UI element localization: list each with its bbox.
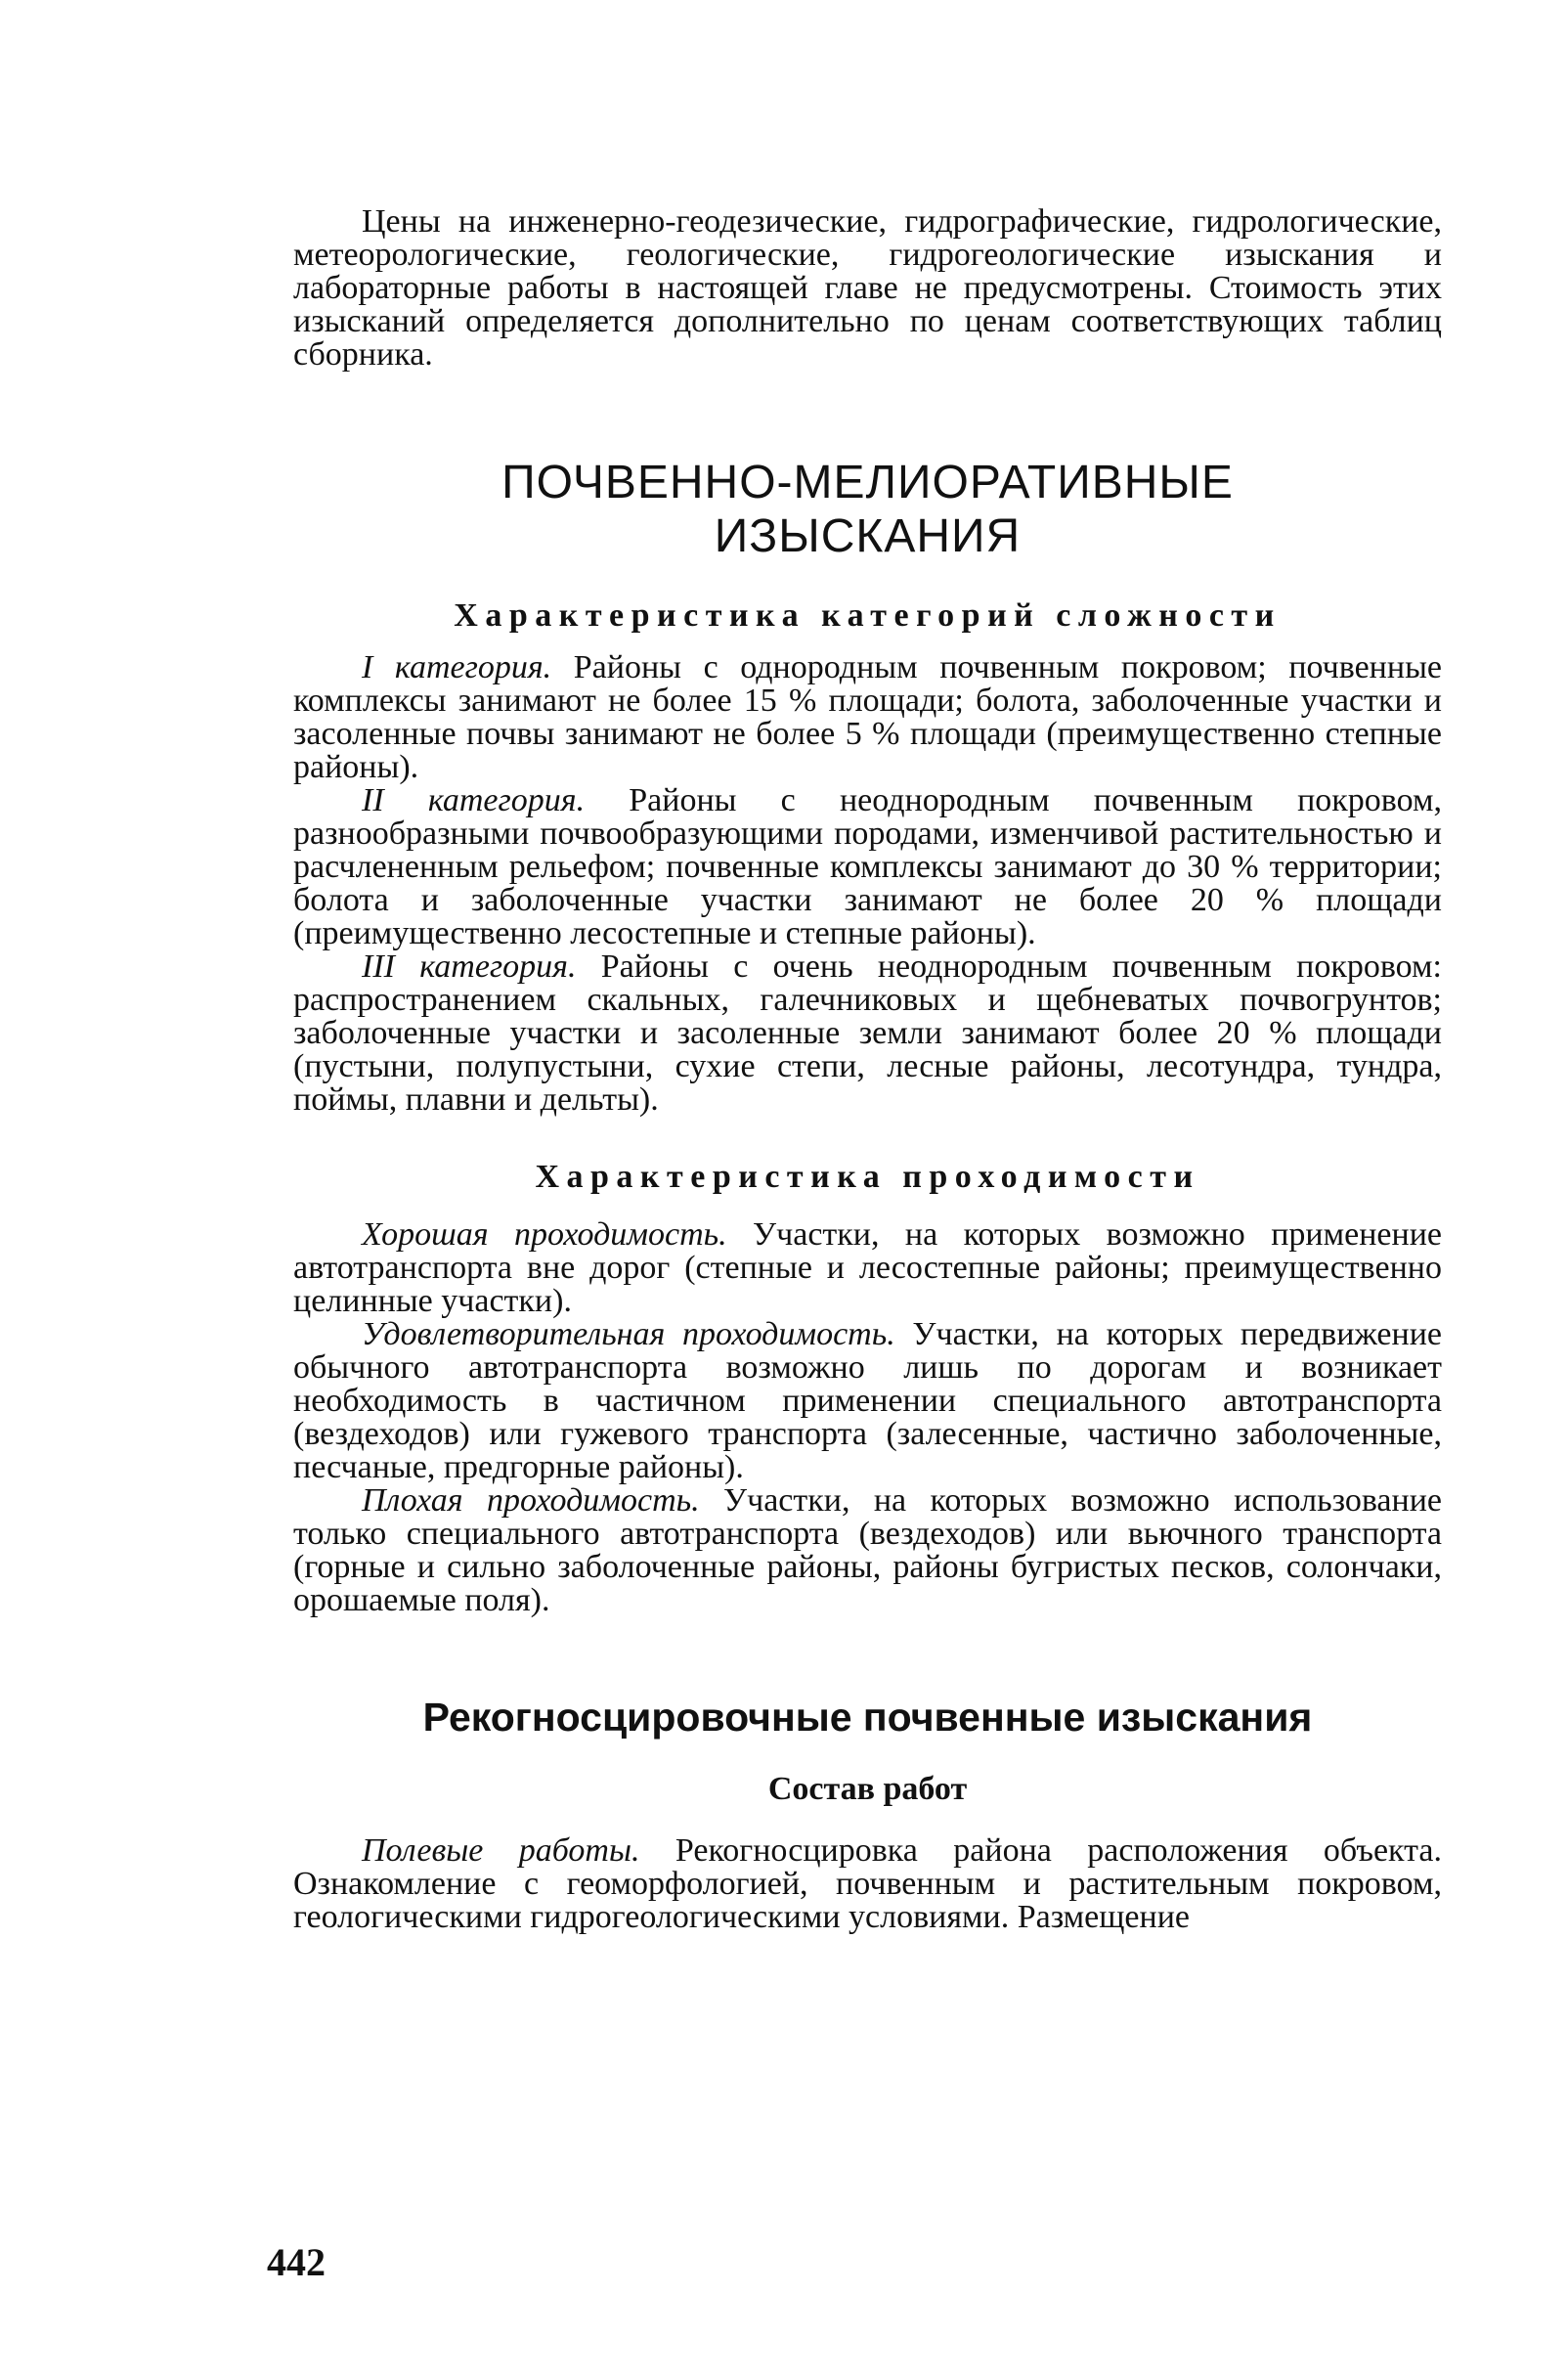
passability-poor-paragraph bbox=[293, 1484, 1442, 1617]
passability-list bbox=[293, 1218, 1442, 1617]
complexity-list bbox=[293, 651, 1442, 1117]
section-title-line1: ПОЧВЕННО-МЕЛИОРАТИВНЫЕ bbox=[501, 457, 1234, 508]
recon-heading: Рекогносцировочные почвенные изыскания bbox=[422, 1695, 1313, 1740]
category-3-paragraph bbox=[293, 950, 1442, 1117]
passability-good-label: Хорошая проходимость. bbox=[362, 1216, 727, 1253]
passability-good-text: Участки, на которых возможно применение автотранспорта вне дорог (степные и лесостепные районы; преимущественно целинные участки). bbox=[293, 1216, 1442, 1319]
section-title-line2: ИЗЫСКАНИЯ bbox=[714, 510, 1022, 562]
passability-satisfactory-text: Участки, на которых передвижение обычного автотранспорта возможно лишь по дорогам и возникает необходимость в частичном применении специального автотранспорта (вездеходов) или гужевого транспорта (залесенные, частично заболоченные, песчаные, предгорные районы). bbox=[293, 1316, 1443, 1485]
page-number: 442 bbox=[267, 2240, 326, 2284]
passability-poor-text: Участки, на которых возможно использование только специального автотранспорта (вездеходов) или вьючного транспорта (горные и сильно заболоченные районы, районы бугристых песков, солончаки, орошаемые поля). bbox=[293, 1482, 1442, 1618]
passability-poor-label: Плохая проходимость. bbox=[362, 1482, 700, 1519]
intro-paragraph: Цены на инженерно-геодезические, гидрографические, гидрологические, метеорологические, геологические, гидрогеологические изыскания и лабораторные работы в настоящей главе не предусмотрены. Стоимость этих изысканий определяется дополнительно по ценам соответствующих таблиц сборника. bbox=[293, 203, 1442, 373]
passability-satisfactory-paragraph bbox=[293, 1318, 1442, 1484]
field-work-text: Рекогносцировка района расположения объекта. Ознакомление с геоморфологией, почвенным и растительным покровом, геологическими гидрогеологическими условиями. Размещение bbox=[293, 1832, 1442, 1935]
category-2-label: II категория. bbox=[362, 782, 586, 818]
field-work-label: Полевые работы. bbox=[362, 1832, 640, 1869]
category-1-paragraph bbox=[293, 651, 1442, 784]
passability-satisfactory-label: Удовлетворительная проходимость. bbox=[362, 1316, 895, 1352]
category-3-label: III категория. bbox=[362, 948, 577, 985]
category-2-paragraph bbox=[293, 784, 1442, 950]
passability-heading: Характеристика проходимости bbox=[535, 1159, 1200, 1195]
field-work-paragraph bbox=[293, 1834, 1442, 1934]
section-title bbox=[293, 456, 1442, 563]
category-1-label: I категория. bbox=[362, 649, 552, 685]
complexity-heading: Характеристика категорий сложности bbox=[454, 597, 1282, 634]
category-1-text: Районы с однородным почвенным покровом; почвенные комплексы занимают не более 15 % площади; болота, заболоченные участки и засоленные почвы занимают не более 5 % площади (преимущественно степные районы). bbox=[293, 649, 1442, 785]
work-composition-heading: Состав работ bbox=[767, 1771, 968, 1807]
page-body bbox=[293, 205, 1442, 1934]
category-2-text: Районы с неоднородным почвенным покровом, разнообразными почвообразующими породами, изменчивой растительностью и расчлененным рельефом; почвенные комплексы занимают до 30 % территории; болота и заболоченные участки занимают не более 20 % площади (преимущественно лесостепные и степные районы). bbox=[293, 782, 1442, 951]
passability-good-paragraph bbox=[293, 1218, 1442, 1318]
category-3-text: Районы с очень неоднородным почвенным покровом: распространением скальных, галечниковых и щебневатых почвогрунтов; заболоченные участки и засоленные земли занимают более 20 % площади (пустыни, полупустыни, сухие степи, лесные районы, лесотундра, тундра, поймы, плавни и дельты). bbox=[293, 948, 1442, 1118]
